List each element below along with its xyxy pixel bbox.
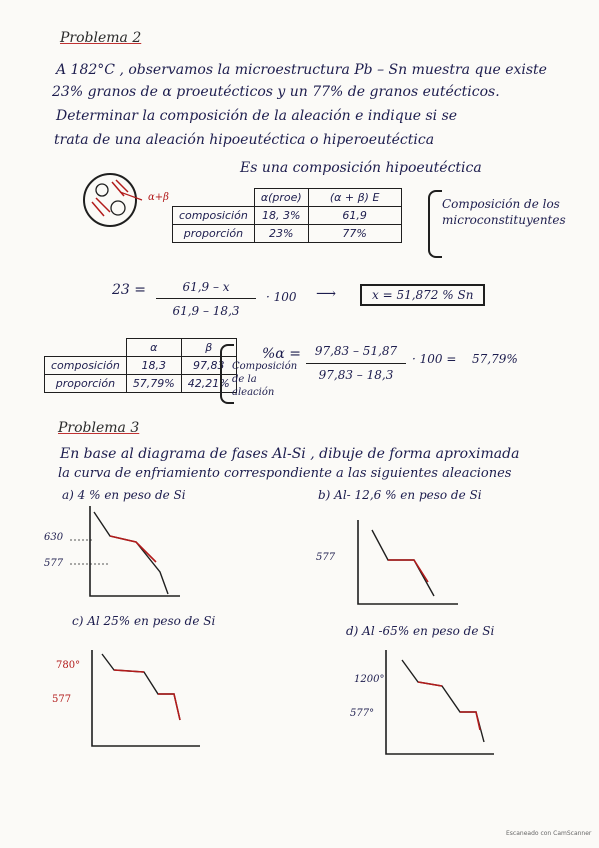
p2-text-line-3: Determinar la composición de la aleación e indique si se (56, 108, 458, 124)
eq2-lhs: %α = (262, 346, 301, 362)
eq1-lhs: 23 = (112, 282, 146, 298)
cooling-curve-a (70, 506, 190, 606)
t1-header-eutectic: (α + β) E (308, 189, 401, 207)
label-c: c) Al 25% en peso de Si (72, 614, 216, 628)
t1-cell: 61,9 (308, 207, 401, 225)
t2-cell: 18,3 (126, 357, 181, 375)
cooling-curve-d (380, 650, 500, 760)
eq2-numerator: 97,83 – 51,87 (314, 344, 398, 358)
graph-c-temp-577: 577 (52, 694, 72, 705)
scanner-watermark: Escaneado con CamScanner (506, 830, 592, 837)
graph-b-temp-577: 577 (316, 552, 336, 563)
problem-2-title: Problema 2 (60, 30, 142, 46)
p2-text-line-1: A 182°C , observamos la microestructura Pb – Sn muestra que existe (56, 62, 547, 78)
label-b: b) Al- 12,6 % en peso de Si (318, 488, 482, 502)
t2-cell: 97,83 (181, 357, 236, 375)
eq2-denominator: 97,83 – 18,3 (318, 368, 394, 382)
label-a: a) 4 % en peso de Si (62, 488, 186, 502)
problem-3-title: Problema 3 (58, 420, 140, 436)
graph-a-temp-630: 630 (44, 532, 64, 543)
side-note-2: Composición de la aleación (232, 361, 298, 398)
eq1-result: x = 51,872 % Sn (360, 284, 485, 306)
t2-cell: 42,21% (181, 375, 236, 393)
graph-c-temp-780: 780° (56, 660, 81, 671)
cooling-curve-c (84, 650, 204, 750)
eq1-fraction-bar (156, 298, 256, 299)
t1-cell: 77% (308, 225, 401, 243)
graph-d-temp-1200: 1200° (354, 674, 385, 685)
eq2-result: 57,79% (472, 352, 518, 366)
t2-row-label: proporción (45, 375, 127, 393)
p3-text-line-1: En base al diagrama de fases Al-Si , dibuje de forma aproximada (60, 446, 520, 462)
eq1-arrow: ⟶ (316, 286, 337, 302)
t2-cell: 57,79% (126, 375, 181, 393)
eq2-mult: · 100 = (412, 352, 457, 366)
t2-header-alpha: α (126, 339, 181, 357)
p3-text-line-2: la curva de enfriamiento correspondiente a las siguientes aleaciones (58, 466, 512, 481)
p2-text-line-2: 23% granos de α proeutécticos y un 77% de granos eutécticos. (52, 84, 500, 100)
eq1-numerator: 61,9 – x (182, 280, 230, 294)
t2-row-label: composición (45, 357, 127, 375)
label-d: d) Al -65% en peso de Si (346, 624, 495, 638)
p2-text-line-4: trata de una aleación hipoeutéctica o hiperoeutéctica (54, 132, 435, 148)
t1-row-label: proporción (173, 225, 255, 243)
t1-cell: 23% (254, 225, 308, 243)
eq1-denominator: 61,9 – 18,3 (172, 304, 240, 318)
table-microconstituents (172, 188, 402, 243)
t2-header-beta: β (181, 339, 236, 357)
graph-a-temp-577: 577 (44, 558, 64, 569)
brace-1 (428, 190, 442, 258)
graph-d-temp-577: 577° (350, 708, 375, 719)
p2-answer: Es una composición hipoeutéctica (240, 160, 482, 176)
table-alloy (44, 338, 237, 393)
eq1-mult: · 100 (266, 290, 297, 304)
t1-header-alpha: α(proe) (254, 189, 308, 207)
eq2-fraction-bar (306, 363, 406, 364)
grain-label: α+β (148, 192, 169, 203)
side-note-1: Composición de los microconstituyentes (442, 197, 566, 227)
t1-row-label: composición (173, 207, 255, 225)
t1-cell: 18, 3% (254, 207, 308, 225)
cooling-curve-b (344, 520, 464, 610)
